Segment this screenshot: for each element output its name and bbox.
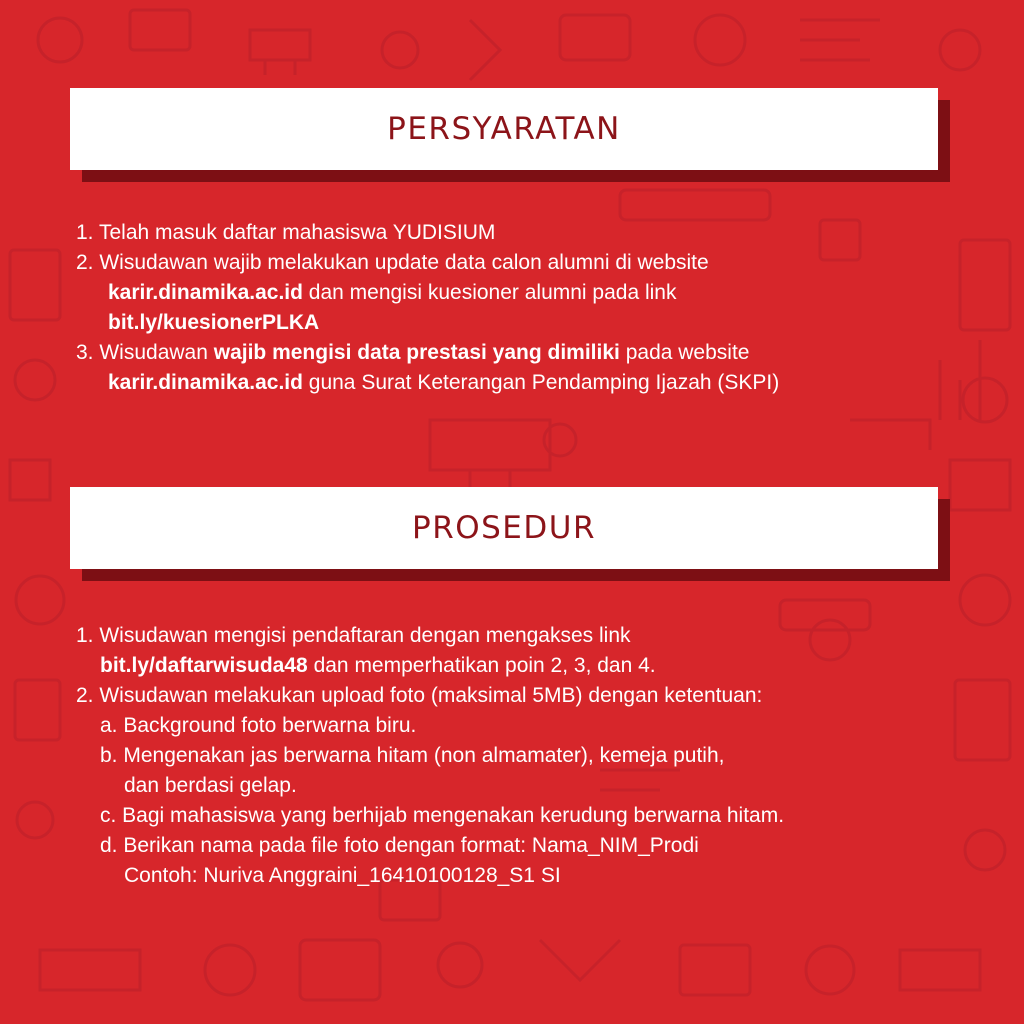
item-text: dan mengisi kuesioner alumni pada link (302, 281, 677, 304)
kuesioner-link[interactable]: bit.ly/kuesionerPLKA (108, 311, 320, 334)
persyaratan-list (76, 218, 976, 398)
persyaratan-item-2-link (76, 308, 976, 338)
prosedur-item-1-cont (76, 651, 976, 681)
karir-link[interactable]: karir.dinamika.ac.id (108, 371, 303, 394)
banner-box (70, 88, 938, 170)
daftar-wisuda-link[interactable]: bit.ly/daftarwisuda48 (100, 654, 308, 677)
item-text: guna Surat Keterangan Pendamping Ijazah (SKPI) (302, 371, 780, 394)
prosedur-sub-a: a. Background foto berwarna biru. (100, 714, 417, 737)
persyaratan-banner (70, 88, 938, 170)
persyaratan-item-1: 1. Telah masuk daftar mahasiswa YUDISIUM (76, 221, 496, 244)
prosedur-list (76, 621, 976, 891)
item-text: 2. Wisudawan wajib melakukan update data calon alumni di website (76, 251, 709, 274)
persyaratan-item-3 (76, 338, 976, 368)
item-text: pada website (619, 341, 750, 364)
prosedur-item-2: 2. Wisudawan melakukan upload foto (maksimal 5MB) dengan ketentuan: (76, 684, 763, 707)
item-text: 3. Wisudawan (76, 341, 214, 364)
prosedur-sub-d-cont: Contoh: Nuriva Anggraini_16410100128_S1 SI (124, 864, 561, 887)
prosedur-sub-c: c. Bagi mahasiswa yang berhijab mengenakan kerudung berwarna hitam. (100, 804, 785, 827)
persyaratan-item-2-cont (76, 278, 976, 308)
prosedur-banner (70, 487, 938, 569)
prosedur-sub-b: b. Mengenakan jas berwarna hitam (non almamater), kemeja putih, (100, 744, 725, 767)
prosedur-sub-b-cont: dan berdasi gelap. (124, 774, 297, 797)
persyaratan-item-2 (76, 248, 976, 278)
prosedur-title: PROSEDUR (412, 510, 596, 546)
prosedur-sub-d: d. Berikan nama pada file foto dengan format: Nama_NIM_Prodi (100, 834, 699, 857)
item-text: dan memperhatikan poin 2, 3, dan 4. (307, 654, 656, 677)
banner-box (70, 487, 938, 569)
prosedur-item-1: 1. Wisudawan mengisi pendaftaran dengan mengakses link (76, 624, 631, 647)
karir-link[interactable]: karir.dinamika.ac.id (108, 281, 303, 304)
persyaratan-item-3-cont (76, 368, 976, 398)
item-emphasis: wajib mengisi data prestasi yang dimiliki (213, 341, 620, 364)
persyaratan-title: PERSYARATAN (387, 111, 621, 147)
